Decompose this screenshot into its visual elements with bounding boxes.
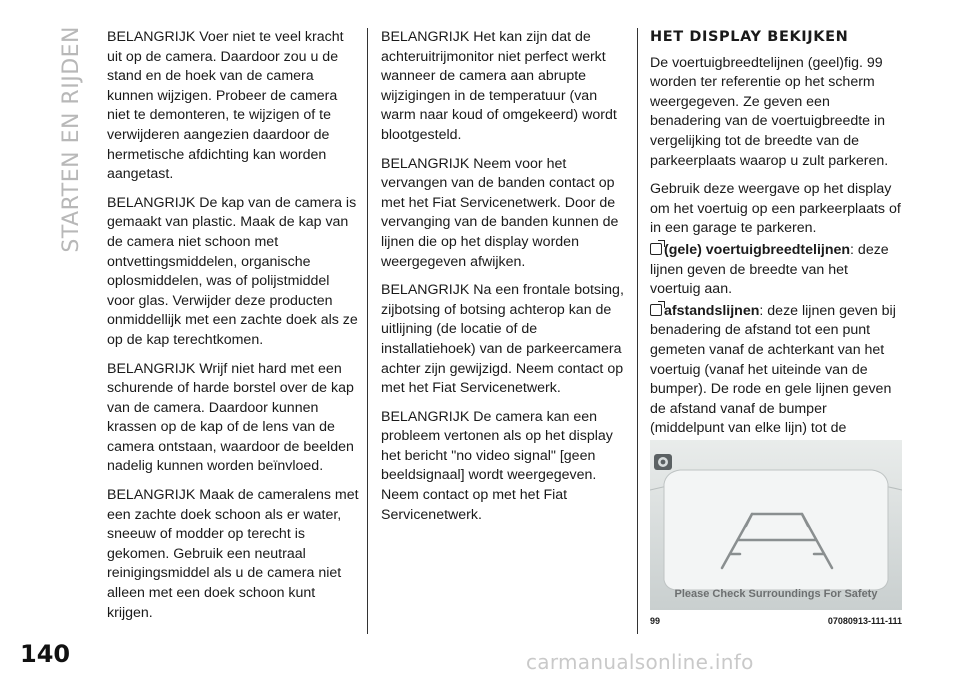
paragraph: BELANGRIJK Neem voor het vervangen van de banden contact op met het Fiat Servicenetwerk. Door de vervanging van de banden kunnen de lijnen die op het display worden weergegeven afwijken. — [381, 155, 619, 270]
paragraph: BELANGRIJK Wrijf niet hard met een schurende of harde borstel over de kap van de camera. Daardoor kunnen krassen op de kap of de lens van de camera ontstaan, waardoor de beelden nadelig kunnen worden beïnvloed. — [107, 360, 354, 475]
paragraph: BELANGRIJK Maak de cameralens met een zachte doek schoon als er water, sneeuw of modder op terecht is gekomen. Gebruik een neutraal reinigingsmiddel als u de camera niet alleen met een doek schoon kunt krijgen. — [107, 487, 359, 621]
figure-caption: Please Check Surroundings For Safety — [674, 588, 878, 600]
paragraph: BELANGRIJK De kap van de camera is gemaakt van plastic. Maak de kap van de camera niet schoon met ontvettingsmiddelen, organische oplosmiddelen, was of polijstmiddel voor glas. Verwijder deze producten onmiddellijk met een zachte doek als ze op de kap terechtkomen. — [107, 194, 358, 348]
bullet-text: : deze lijnen geven de breedte van het voertuig aan. — [650, 241, 889, 298]
column-2 — [381, 28, 626, 534]
column-3 — [650, 28, 902, 478]
paragraph-intro: De voertuigbreedtelijnen (geel)fig. 99 worden ter referentie op het scherm weergegeven. Ze geven een benadering van de voertuigbreedte in vergelijking tot de breedte van de parkeerplaats waarop u zult parkeren. — [650, 54, 889, 169]
paragraph-display: Gebruik deze weergave op het display om het voertuig op een parkeerplaats of in een garage te parkeren. — [650, 181, 901, 237]
section-side-title-text: STARTEN EN RIJDEN — [58, 26, 84, 253]
column-divider — [637, 28, 638, 634]
column-1 — [107, 28, 359, 632]
paragraph: BELANGRIJK Het kan zijn dat de achteruitrijmonitor niet perfect werkt wanneer de camera aan abrupte wijzigingen in de temperatuur (van warm naar koud of omgekeerd) wordt blootgesteld. — [381, 29, 617, 143]
bullet-term: afstandslijnen — [664, 302, 760, 319]
rear-camera-display-figure — [650, 440, 902, 610]
bullet-term: (gele) voertuigbreedtelijnen — [664, 241, 851, 258]
camera-view-illustration — [650, 440, 902, 610]
bullet-item — [650, 241, 902, 300]
bullet-arrow-icon — [650, 243, 662, 255]
figure-code: 07080913-111-111 — [827, 616, 902, 626]
paragraph: BELANGRIJK Voer niet te veel kracht uit op de camera. Daardoor zou u de stand en de hoek van de camera kunnen wijzigen. Probeer de camera niet te demonteren, te wijzigen of te verwijderen aangezien daardoor de hermetische afdichting kan worden aangetast. — [107, 29, 344, 183]
camera-settings-icon — [654, 454, 672, 470]
bullet-text: : deze lijnen geven bij benadering de afstand tot een punt gemeten vanaf de achterkant van het voertuig (vanaf het uiteinde van de bumper). De rode en gele lijnen geven de afstand vanaf de bumper (middelpunt van elke lijn) tot de — [650, 302, 896, 437]
paragraph: BELANGRIJK De camera kan een probleem vertonen als op het display het bericht "no video signal" [geen beeldsignaal] wordt weergegeven. Neem contact op met het Fiat Servicenetwerk. — [381, 408, 613, 523]
section-heading: HET DISPLAY BEKIJKEN — [650, 29, 849, 45]
figure-number: 99 — [650, 616, 661, 626]
paragraph: BELANGRIJK Na een frontale botsing, zijbotsing of botsing achterop kan de uitlijning (de locatie of de installatiehoek) van de parkeercamera achter zijn gewijzigd. Neem contact op met het Fiat Servicenetwerk. — [381, 282, 624, 397]
bullet-arrow-icon — [650, 304, 662, 316]
section-side-title — [56, 26, 86, 256]
watermark: carmanualsonline.info — [526, 650, 754, 674]
page-number: 140 — [20, 640, 71, 668]
column-divider — [367, 28, 368, 634]
